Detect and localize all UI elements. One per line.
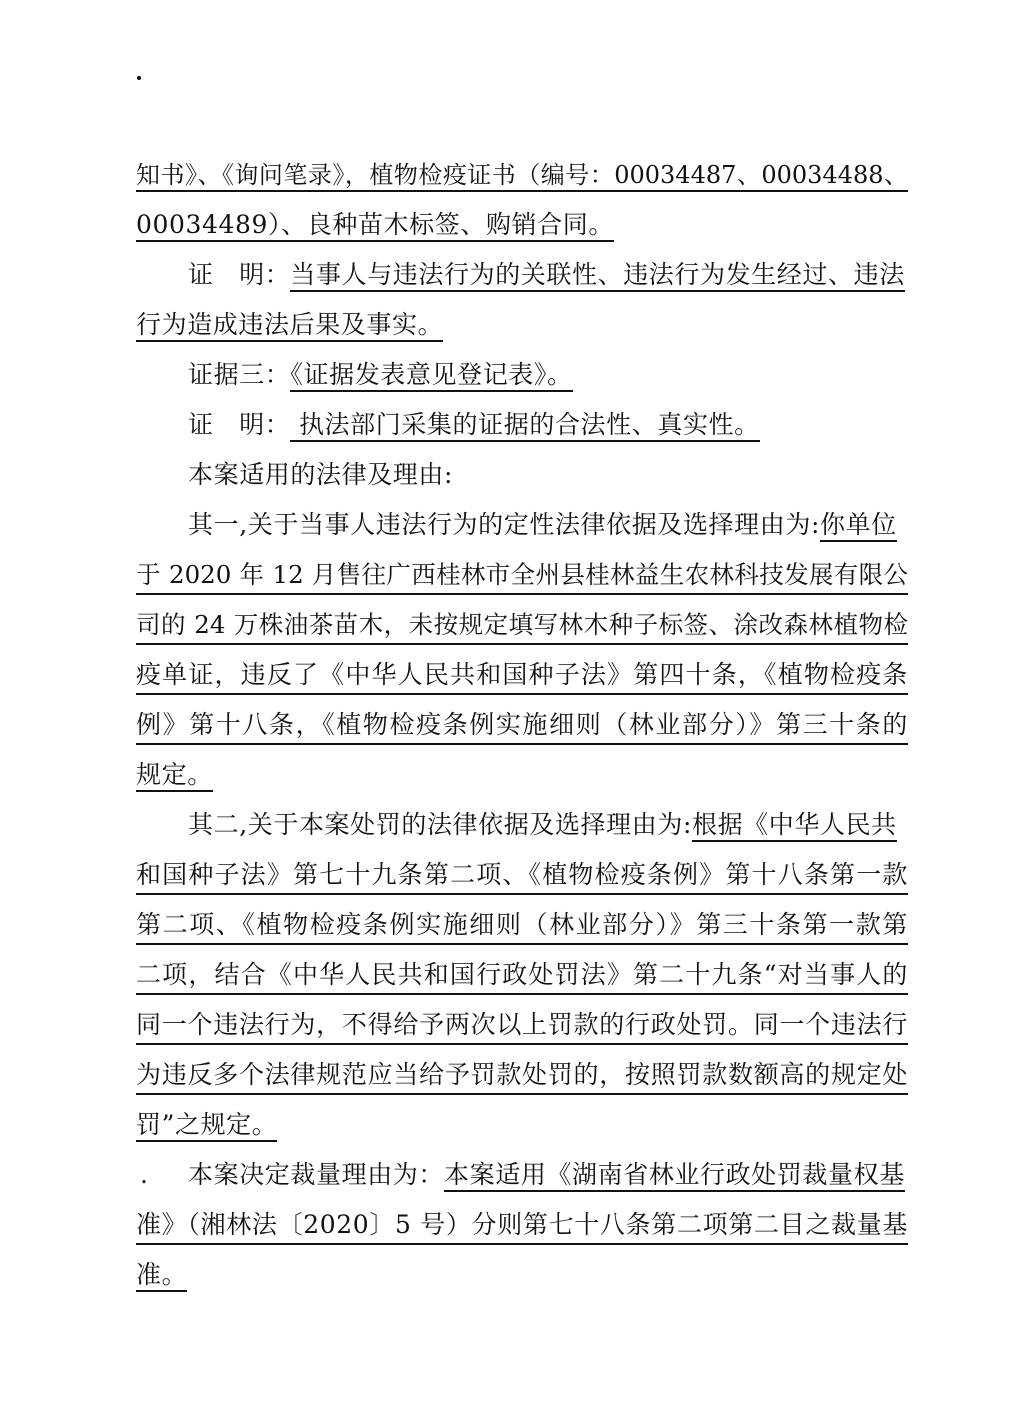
- text-line: [136, 158, 908, 208]
- underlined-text: 为违反多个法律规范应当给予罚款处罚的，按照罚款数额高的规定处: [136, 1058, 908, 1095]
- underlined-text: 00034489）、良种苗木标签、购销合同。: [136, 210, 614, 242]
- text-line: [136, 1108, 908, 1158]
- text-line: [136, 508, 908, 558]
- underlined-text: 准。: [136, 1260, 187, 1292]
- underlined-text: 司的 24 万株油茶苗木，未按规定填写林木种子标签、涂改森林植物检: [136, 608, 908, 645]
- margin-dot: .: [140, 1160, 149, 1189]
- label-text: 其一,关于当事人违法行为的定性法律依据及选择理由为:: [188, 510, 820, 539]
- text-line: [136, 708, 908, 758]
- underlined-text: 第二项、《植物检疫条例实施细则（林业部分）》第三十条第一款第: [136, 908, 908, 945]
- text-line: [136, 658, 908, 708]
- underlined-text: 行为造成违法后果及事实。: [136, 310, 443, 342]
- underlined-text: 例》第十八条，《植物检疫条例实施细则（林业部分）》第三十条的: [136, 708, 908, 745]
- text-line: [136, 258, 908, 308]
- underlined-text: 罚”之规定。: [136, 1110, 277, 1142]
- text-line: [136, 758, 908, 808]
- label-text: 本案适用的法律及理由:: [188, 460, 454, 489]
- text-line: [136, 1258, 908, 1308]
- label-text: 本案决定裁量理由为：: [188, 1160, 445, 1189]
- underlined-text: 二项，结合《中华人民共和国行政处罚法》第二十九条“对当事人的: [136, 958, 908, 995]
- underlined-text: 准》（湘林法〔2020〕5 号）分则第七十八条第二项第二目之裁量基: [136, 1208, 908, 1245]
- underlined-text: 规定。: [136, 760, 213, 792]
- text-line: [136, 808, 908, 858]
- underlined-text: 《证据发表意见登记表》。: [290, 360, 572, 392]
- underlined-text: 和国种子法》第七十九条第二项、《植物检疫条例》第十八条第一款: [136, 858, 908, 895]
- text-line: [136, 1158, 908, 1208]
- text-line: [136, 308, 908, 358]
- underlined-text: 知书》、《询问笔录》，植物检疫证书（编号：00034487、00034488、: [136, 161, 908, 192]
- underlined-text: 根据《中华人民共: [692, 810, 897, 842]
- text-line: [136, 958, 908, 1008]
- underlined-text: 本案适用《湖南省林业行政处罚裁量权基: [444, 1160, 905, 1192]
- underlined-text: 于 2020 年 12 月售往广西桂林市全州县桂林益生农林科技发展有限公: [136, 558, 908, 595]
- label-text: 其二,关于本案处罚的法律依据及选择理由为:: [188, 810, 692, 839]
- page-marker-dot: [137, 76, 141, 80]
- underlined-text: 同一个违法行为，不得给予两次以上罚款的行政处罚。同一个违法行: [136, 1008, 908, 1045]
- label-text: 证 明：: [188, 410, 291, 439]
- document-body: [136, 158, 908, 1308]
- underlined-text: 疫单证，违反了《中华人民共和国种子法》第四十条，《植物检疫条: [136, 658, 908, 695]
- underlined-text: 当事人与违法行为的关联性、违法行为发生经过、违法: [290, 260, 904, 292]
- text-line: [136, 858, 908, 908]
- text-line: [136, 558, 908, 608]
- text-line: [136, 1058, 908, 1108]
- section-heading: [136, 458, 908, 508]
- underlined-text: 你单位: [820, 510, 897, 542]
- text-line: [136, 358, 908, 408]
- text-line: [136, 208, 908, 258]
- text-line: [136, 1008, 908, 1058]
- text-line: [136, 408, 908, 458]
- text-line: [136, 1208, 908, 1258]
- text-line: [136, 608, 908, 658]
- underlined-text: 执法部门采集的证据的合法性、真实性。: [290, 410, 759, 442]
- label-text: 证 明：: [188, 260, 291, 289]
- label-text: 证据三：: [188, 360, 291, 389]
- text-line: [136, 908, 908, 958]
